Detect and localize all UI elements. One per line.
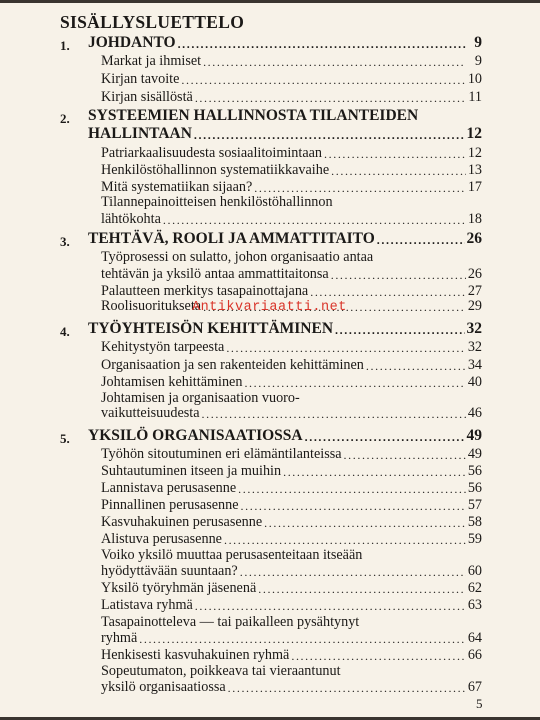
page-ref: 34 bbox=[467, 357, 482, 373]
section-title-cont: hyödyttävään suuntaan? bbox=[101, 563, 238, 579]
page-ref: 60 bbox=[467, 563, 482, 579]
page-ref: 9 bbox=[474, 34, 482, 51]
chapter-entry bbox=[88, 125, 482, 143]
section-entry bbox=[101, 53, 482, 70]
page-ref: 10 bbox=[467, 71, 482, 87]
page-ref: 56 bbox=[467, 463, 482, 479]
page-ref: 62 bbox=[467, 580, 482, 596]
section-entry bbox=[101, 446, 482, 463]
page-ref: 58 bbox=[467, 514, 482, 530]
leader-dots bbox=[240, 566, 466, 580]
page-ref: 12 bbox=[466, 125, 482, 142]
section-entry bbox=[101, 480, 482, 497]
leader-dots bbox=[241, 500, 466, 514]
section-title: Patriarkaalisuudesta sosiaalitoimintaan bbox=[101, 145, 323, 161]
leader-dots bbox=[181, 74, 465, 88]
chapter-entry bbox=[88, 320, 482, 338]
page-number: 5 bbox=[476, 696, 483, 711]
chapter-title: JOHDANTO bbox=[88, 34, 176, 51]
section-title: Lannistava perusasenne bbox=[101, 480, 237, 496]
leader-dots bbox=[163, 214, 466, 228]
leader-dots bbox=[195, 600, 466, 614]
leader-dots bbox=[238, 483, 466, 497]
leader-dots bbox=[331, 165, 466, 179]
section-entry bbox=[101, 463, 482, 480]
page-ref: 46 bbox=[467, 405, 482, 421]
section-title: Työprosessi on sulatto, johon organisaatio antaa bbox=[101, 249, 374, 265]
leader-dots bbox=[202, 408, 466, 422]
section-entry bbox=[101, 266, 482, 283]
page-ref: 57 bbox=[467, 497, 482, 513]
section-title: Tasapainotteleva — tai paikalleen pysähtynyt bbox=[101, 614, 360, 630]
section-title: Mitä systematiikan sijaan? bbox=[101, 179, 253, 195]
section-entry bbox=[101, 374, 482, 391]
page-ref: 12 bbox=[467, 145, 482, 161]
section-title: Sopeutumaton, poikkeava tai vieraantunut bbox=[101, 663, 341, 679]
section-title: Voiko yksilö muuttaa perusasenteitaan itseään bbox=[101, 547, 363, 563]
section-title: Pinnallinen perusasenne bbox=[101, 497, 239, 513]
page-ref: 66 bbox=[467, 647, 482, 663]
leader-dots bbox=[264, 517, 466, 531]
chapter-number: 2. bbox=[60, 111, 70, 126]
leader-dots bbox=[203, 56, 466, 70]
leader-dots bbox=[305, 431, 465, 445]
section-entry bbox=[101, 514, 482, 531]
chapter-title: SYSTEEMIEN HALLINNOSTA TILANTEIDEN bbox=[88, 107, 419, 124]
page-ref: 18 bbox=[467, 211, 482, 227]
page-ref: 63 bbox=[467, 597, 482, 613]
leader-dots bbox=[344, 449, 466, 463]
section-title: Suhtautuminen itseen ja muihin bbox=[101, 463, 282, 479]
page-ref: 29 bbox=[467, 298, 482, 314]
chapter-title: TYÖYHTEISÖN KEHITTÄMINEN bbox=[88, 320, 334, 337]
chapter-entry bbox=[88, 34, 482, 52]
section-entry bbox=[101, 357, 482, 374]
section-entry bbox=[101, 211, 482, 228]
page-ref: 67 bbox=[467, 679, 482, 695]
page-ref: 40 bbox=[467, 374, 482, 390]
chapter-title: YKSILÖ ORGANISAATIOSSA bbox=[88, 427, 303, 444]
section-entry bbox=[101, 162, 482, 179]
leader-dots bbox=[194, 129, 465, 143]
section-title: Kehitystyön tarpeesta bbox=[101, 339, 225, 355]
section-title-cont: ryhmä bbox=[101, 630, 138, 646]
section-title: Yksilö työryhmän jäsenenä bbox=[101, 580, 257, 596]
page-ref: 49 bbox=[466, 427, 482, 444]
page-ref: 56 bbox=[467, 480, 482, 496]
leader-dots bbox=[335, 324, 464, 338]
page-ref: 13 bbox=[467, 162, 482, 178]
section-entry bbox=[101, 71, 482, 88]
section-title: Kirjan sisällöstä bbox=[101, 89, 193, 105]
page-ref: 64 bbox=[467, 630, 482, 646]
toc-title: SISÄLLYSLUETTELO bbox=[60, 12, 245, 32]
section-entry bbox=[101, 405, 482, 422]
page-ref: 26 bbox=[467, 266, 482, 282]
top-border bbox=[0, 0, 540, 3]
section-title: Työhön sitoutuminen eri elämäntilanteissa bbox=[101, 446, 342, 462]
section-title-cont: yksilö organisaatiossa bbox=[101, 679, 226, 695]
leader-dots bbox=[226, 342, 465, 356]
chapter-number: 4. bbox=[60, 324, 70, 339]
section-entry bbox=[101, 580, 482, 597]
page-ref: 9 bbox=[474, 53, 482, 69]
page-ref: 27 bbox=[467, 283, 482, 299]
section-title: Henkilöstöhallinnon systematiikkavaihe bbox=[101, 162, 330, 178]
section-entry bbox=[101, 647, 482, 664]
section-title: Markat ja ihmiset bbox=[101, 53, 202, 69]
section-entry bbox=[101, 497, 482, 514]
page-ref: 49 bbox=[467, 446, 482, 462]
section-entry bbox=[101, 630, 482, 647]
leader-dots bbox=[283, 466, 466, 480]
leader-dots bbox=[366, 360, 466, 374]
section-entry bbox=[101, 679, 482, 696]
section-title: Henkisesti kasvuhakuinen ryhmä bbox=[101, 647, 290, 663]
section-title: Organisaation ja sen rakenteiden kehittäminen bbox=[101, 357, 364, 373]
section-title: Latistava ryhmä bbox=[101, 597, 193, 613]
leader-dots bbox=[377, 234, 465, 248]
section-title-cont: vaikutteisuudesta bbox=[101, 405, 200, 421]
section-entry bbox=[101, 563, 482, 580]
page-ref: 17 bbox=[467, 179, 482, 195]
section-entry bbox=[101, 531, 482, 548]
chapter-title-cont: HALLINTAAN bbox=[88, 125, 192, 142]
chapter-entry bbox=[88, 230, 482, 248]
leader-dots bbox=[291, 650, 465, 664]
chapter-number: 3. bbox=[60, 234, 70, 249]
leader-dots bbox=[195, 92, 466, 106]
leader-dots bbox=[244, 377, 465, 391]
section-entry bbox=[101, 89, 482, 106]
leader-dots bbox=[331, 269, 466, 283]
chapter-entry bbox=[88, 427, 482, 445]
leader-dots bbox=[224, 534, 466, 548]
section-title: Alistuva perusasenne bbox=[101, 531, 222, 547]
leader-dots bbox=[139, 633, 466, 647]
section-entry bbox=[101, 597, 482, 614]
page-ref: 11 bbox=[468, 89, 482, 105]
section-entry bbox=[101, 339, 482, 356]
chapter-title: TEHTÄVÄ, ROOLI JA AMMATTITAITO bbox=[88, 230, 375, 247]
section-title: Johtamisen ja organisaation vuoro- bbox=[101, 390, 300, 406]
page-ref: 32 bbox=[467, 339, 482, 355]
chapter-number: 5. bbox=[60, 431, 70, 446]
page-ref: 59 bbox=[467, 531, 482, 547]
section-title: Kirjan tavoite bbox=[101, 71, 180, 87]
section-title: Tilannepainoitteisen henkilöstöhallinnon bbox=[101, 194, 333, 210]
section-title-cont: lähtökohta bbox=[101, 211, 161, 227]
section-title: Roolisuoritukseta bbox=[101, 298, 202, 314]
leader-dots bbox=[324, 148, 466, 162]
section-title: Palautteen merkitys tasapainottajana bbox=[101, 283, 309, 299]
section-title: Kasvuhakuinen perusasenne bbox=[101, 514, 263, 530]
section-entry bbox=[101, 145, 482, 162]
page-ref: 26 bbox=[466, 230, 482, 247]
leader-dots bbox=[178, 38, 466, 52]
leader-dots bbox=[258, 583, 466, 597]
section-title: Johtamisen kehittäminen bbox=[101, 374, 243, 390]
page-ref: 32 bbox=[466, 320, 482, 337]
section-title-cont: tehtävän ja yksilö antaa ammattitaitonsa bbox=[101, 266, 329, 282]
leader-dots bbox=[228, 682, 466, 696]
watermark: Antikvariaatti.net bbox=[192, 300, 347, 315]
chapter-number: 1. bbox=[60, 38, 70, 53]
